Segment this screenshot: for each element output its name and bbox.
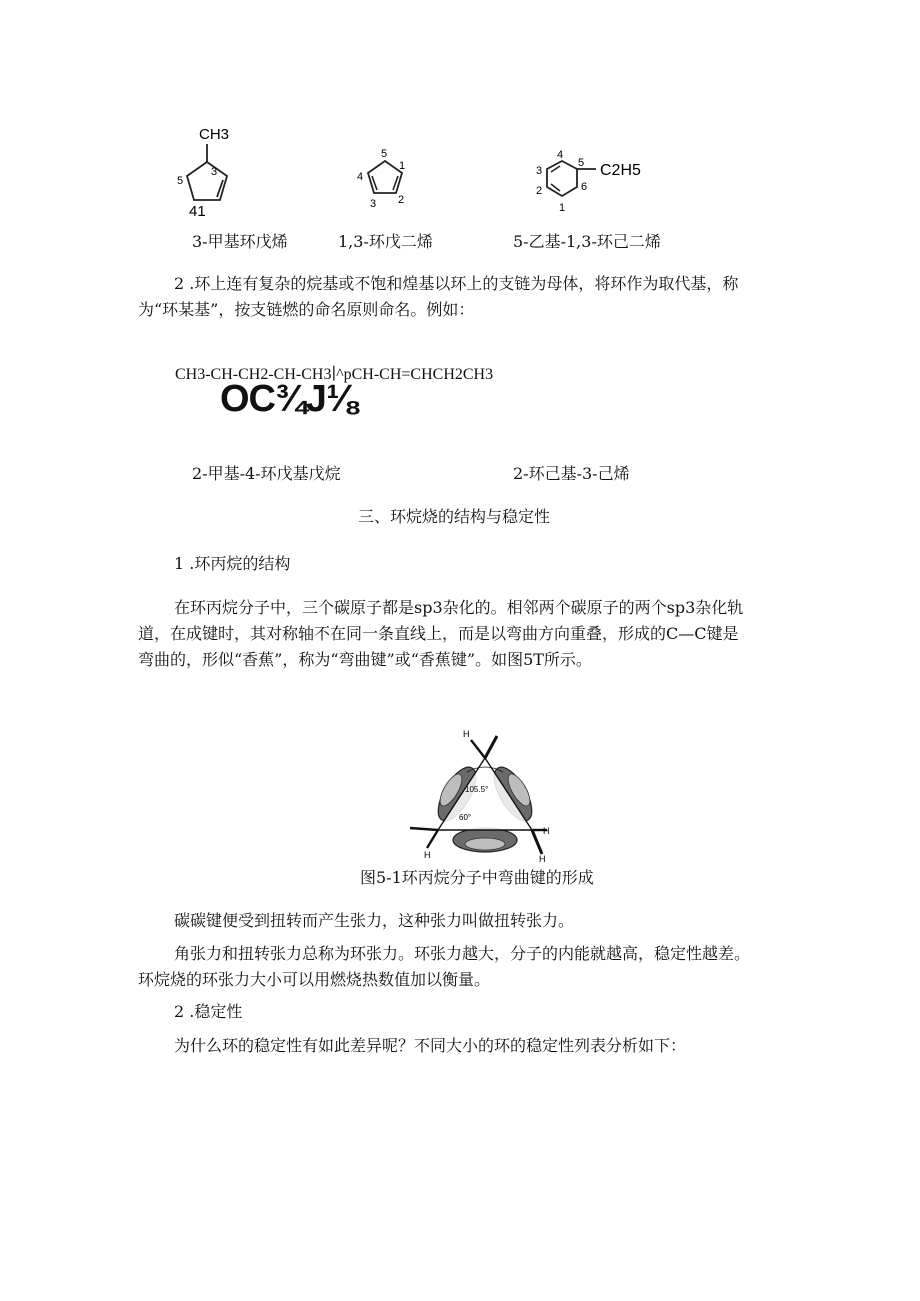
locant-5: 5 [578,157,585,169]
paragraph-line: 道，在成键时，其对称轴不在同一条直线上，而是以弯曲方向重叠，形成的C—C键是 [138,624,739,643]
paragraph-line: 为什么环的稳定性有如此差异呢？不同大小的环的稳定性列表分析如下： [174,1036,687,1055]
example-formula: CH3-CH-CH2-CH-CH3∣^pCH-CH=CHCH2CH3 [175,366,494,383]
locant-2: 2 [398,194,405,206]
angle-label-1055: 105.5° [465,785,489,794]
figure-cyclopropane-bent-bonds [405,728,565,863]
structure-ethylcyclohexadiene [530,145,660,220]
ring-structure-garbled: OC¾J⅛ [220,378,357,420]
figure-caption: 图5-1环丙烷分子中弯曲键的形成 [360,868,594,887]
locant-3: 3 [536,165,543,177]
paragraph-torsional-strain [138,908,794,934]
paragraph-line: 环烷烧的环张力大小可以用燃烧热数值加以衡量。 [138,970,491,989]
paragraph-line: 角张力和扭转张力总称为环张力。环张力越大，分子的内能就越高，稳定性越差。 [174,944,751,963]
locant-1: 1 [399,160,406,172]
hydrogen-label: H [463,729,470,739]
locant-41: 41 [189,203,206,220]
name-methylcyclopentene: 3-甲基环戊烯 [192,232,288,251]
locant-2: 2 [536,185,543,197]
locant-3: 3 [211,166,218,178]
paragraph-line: 为“环某基”，按支链燃的命名原则命名。例如： [138,300,475,319]
hydrogen-label: H [543,826,550,836]
angle-label-60: 60° [459,813,472,822]
paragraph-line: 弯曲的，形似“香蕉”，称为“弯曲键”或“香蕉键”。如图5T所示。 [138,650,592,669]
paragraph-line: 2 .环上连有复杂的烷基或不饱和煌基以环上的支链为母体，将环作为取代基，称 [174,274,739,293]
section-title: 三、环烷烧的结构与稳定性 [358,507,551,526]
paragraph-naming-rule [138,271,794,323]
structure-cyclopentadiene [350,145,420,215]
subheading-structure: 1 .环丙烷的结构 [174,554,291,573]
name-ethylcyclohexadiene: 5-乙基-1,3-环己二烯 [513,232,661,251]
locant-4: 4 [357,171,364,183]
subheading-stability: 2 .稳定性 [174,1002,243,1021]
locant-5: 5 [381,148,388,160]
name-example-left: 2-甲基-4-环戊基戊烷 [192,464,341,483]
structure-methylcyclopentene [165,120,255,220]
name-cyclopentadiene: 1,3-环戊二烯 [338,232,433,251]
locant-3: 3 [370,198,377,210]
name-example-right: 2-环己基-3-己烯 [513,464,630,483]
locant-4: 4 [557,149,564,161]
paragraph-stability-question [138,1033,794,1059]
ethyl-label: C2H5 [600,162,641,179]
paragraph-bent-bond [138,595,794,673]
hydrogen-label: H [424,850,431,860]
paragraph-ring-strain [138,941,794,993]
hydrogen-label: H [539,854,546,863]
methyl-label: CH3 [199,126,230,143]
paragraph-line: 碳碳键便受到扭转而产生张力，这种张力叫做扭转张力。 [174,911,575,930]
locant-1: 1 [559,202,566,214]
locant-5: 5 [177,175,184,187]
paragraph-line: 在环丙烷分子中，三个碳原子都是sp3杂化的。相邻两个碳原子的两个sp3杂化轨 [174,598,744,617]
locant-6: 6 [581,181,588,193]
